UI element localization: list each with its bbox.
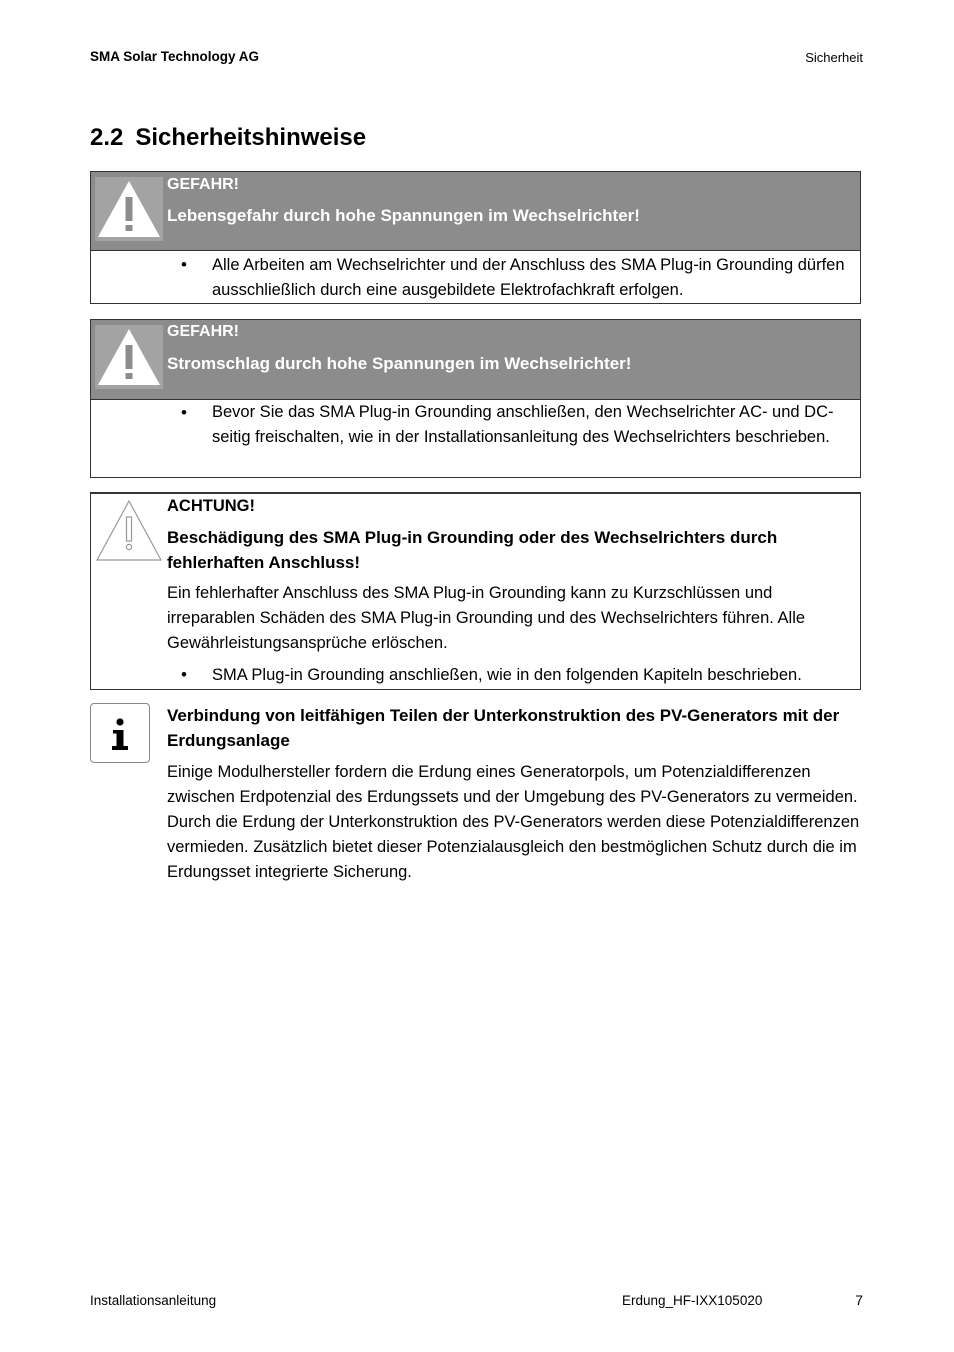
danger-notice-2 [90,319,861,478]
section-number: 2.2 [90,124,124,151]
danger-notice-header [91,320,860,400]
caution-notice [90,492,861,690]
document-type: Installationsanleitung [90,1293,217,1308]
instruction-text: Bevor Sie das SMA Plug-in Grounding anschließen, den Wechselrichter AC- und DC-seitig freischalten, wie in der Installationsanleitung des Wechselrichters beschrieben. [212,403,834,446]
danger-notice-header [91,172,860,251]
signal-word: GEFAHR! [167,323,239,340]
signal-word: GEFAHR! [167,176,239,193]
bullet-symbol: • [181,665,187,684]
info-text: Einige Modulhersteller fordern die Erdung eines Generatorpols, um Potenzialdifferenzen zwischen Erdpotenzial des Erdungssets und der Umgebung des PV-Generators zu vermeiden. Durch die Erdung der Unterkonstruktion des PV-Generators werden diese Potenzialdifferenzen vermieden. Zusätzlich bietet dieser Potenzialausgleich den bestmöglichen Schutz durch die im Erdungsset integrierte Sicherung. [167,763,860,881]
danger-notice-1 [90,171,861,304]
info-icon [90,703,150,763]
warning-triangle-icon [95,325,163,389]
section-title [90,124,366,152]
danger-title: Lebensgefahr durch hohe Spannungen im Wechselrichter! [167,206,640,225]
caution-triangle-icon [95,497,163,563]
info-title: Verbindung von leitfähigen Teilen der Unterkonstruktion des PV-Generators mit der Erdungsanlage [167,706,840,750]
bullet-symbol: • [181,255,187,274]
signal-word: ACHTUNG! [167,497,255,515]
company-name: SMA Solar Technology AG [90,49,260,64]
instruction-text: Alle Arbeiten am Wechselrichter und der Anschluss des SMA Plug-in Grounding dürfen ausschließlich durch eine ausgebildete Elektrofachkraft erfolgen. [212,256,845,299]
caution-description: Ein fehlerhafter Anschluss des SMA Plug-in Grounding kann zu Kurzschlüssen und irreparablen Schäden des SMA Plug-in Grounding und des Wechselrichters führen. Alle Gewährleistungsansprüche erlöschen. [167,584,806,652]
bullet-symbol: • [181,403,187,422]
page-number: 7 [855,1292,863,1308]
chapter-name: Sicherheit [805,50,863,65]
danger-title: Stromschlag durch hohe Spannungen im Wechselrichter! [167,354,632,373]
caution-title: Beschädigung des SMA Plug-in Grounding oder des Wechselrichters durch fehlerhaften Anschluss! [167,528,778,572]
warning-triangle-icon [95,177,163,241]
section-heading: Sicherheitshinweise [135,124,367,151]
document-code: Erdung_HF-IXX105020 [622,1293,763,1308]
instruction-text: SMA Plug-in Grounding anschließen, wie in den folgenden Kapiteln beschrieben. [212,666,802,684]
